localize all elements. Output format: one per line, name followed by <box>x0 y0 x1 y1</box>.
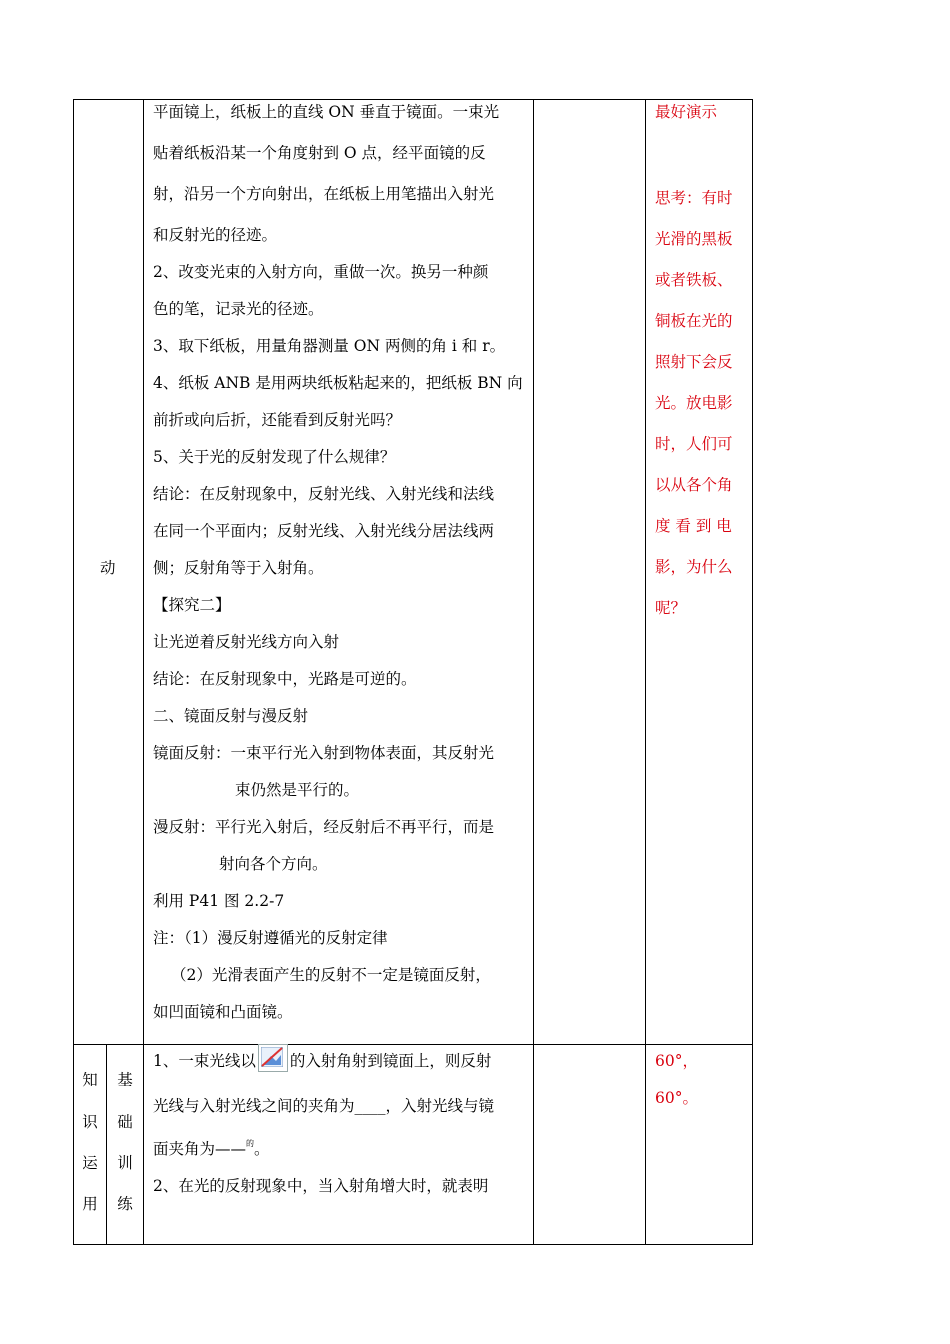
subsection-char: 练 <box>117 1195 133 1213</box>
content-line: 如凹面镜和凸面镜。 <box>153 1003 293 1021</box>
question-1-line-3a: 面夹角为—— <box>153 1140 247 1158</box>
content-line: 二、镜面反射与漫反射 <box>153 707 309 725</box>
note-line: 最好演示 <box>655 103 718 121</box>
question-2-line-1: 2、在光的反射现象中，当入射角增大时，就表明 <box>153 1177 489 1195</box>
content-line: 漫反射：平行光入射后，经反射后不再平行，而是 <box>153 818 495 836</box>
note-line: 光滑的黑板 <box>655 230 733 248</box>
content-line: 【探究二】 <box>153 596 231 614</box>
note-line: 度 看 到 电 <box>655 517 732 535</box>
content-line: 注：（1）漫反射遵循光的反射定律 <box>153 929 388 947</box>
content-line: 5、关于光的反射发现了什么规律？ <box>153 448 396 466</box>
column-divider-subcolumn <box>106 1044 107 1245</box>
column-divider-content <box>533 99 534 1245</box>
question-1-line-1 <box>153 1043 494 1080</box>
note-line: 照射下会反 <box>655 353 733 371</box>
activity-label: 动 <box>100 559 116 577</box>
content-line: 束仍然是平行的。 <box>235 781 360 799</box>
section-char: 用 <box>82 1195 98 1213</box>
table-left-border <box>73 99 74 1245</box>
content-line: 贴着纸板沿某一个角度射到 O 点，经平面镜的反 <box>153 144 486 162</box>
note-line: 或者铁板、 <box>655 271 733 289</box>
subsection-char: 础 <box>117 1113 133 1131</box>
question-1-line-2: 光线与入射光线之间的夹角为____，入射光线与镜 <box>153 1097 495 1115</box>
subsection-char: 基 <box>117 1071 133 1089</box>
content-line: 让光逆着反射光线方向入射 <box>153 633 340 651</box>
note-line: 思考：有时 <box>655 189 733 207</box>
content-line: 前折或向后折，还能看到反射光吗？ <box>153 411 402 429</box>
content-line: 射向各个方向。 <box>219 855 328 873</box>
answer-line: 60°。 <box>655 1089 698 1107</box>
section-char: 知 <box>82 1071 98 1089</box>
column-divider-label <box>143 99 144 1245</box>
content-line: 在同一个平面内；反射光线、入射光线分居法线两 <box>153 522 495 540</box>
section-char: 识 <box>82 1113 98 1131</box>
content-line: 侧；反射角等于入射角。 <box>153 559 324 577</box>
note-line: 铜板在光的 <box>655 312 733 330</box>
answer-line: 60°， <box>655 1052 698 1070</box>
practice-answers <box>655 1043 698 1117</box>
question-1-after: 的入射角射到镜面上，则反射 <box>289 1052 492 1070</box>
section-char: 运 <box>82 1154 98 1172</box>
content-line: 结论：在反射现象中，光路是可逆的。 <box>153 670 417 688</box>
table-right-border <box>752 99 753 1245</box>
content-line: 利用 P41 图 2.2-7 <box>153 892 285 910</box>
question-1-small-char: 的 <box>246 1139 255 1148</box>
content-line: 结论：在反射现象中，反射光线、入射光线和法线 <box>153 485 495 503</box>
content-line: 镜面反射：一束平行光入射到物体表面，其反射光 <box>153 744 495 762</box>
content-line: 4、纸板 ANB 是用两块纸板粘起来的，把纸板 BN 向 <box>153 374 523 392</box>
practice-content <box>153 1043 494 1205</box>
question-1-line-3 <box>153 1125 494 1168</box>
note-line: 呢？ <box>655 599 687 617</box>
question-1-before: 1、一束光线以 <box>153 1052 256 1070</box>
table-bottom-border <box>73 1244 753 1245</box>
content-line: 和反射光的径迹。 <box>153 226 278 244</box>
content-line: 色的笔，记录光的径迹。 <box>153 300 324 318</box>
content-line: 3、取下纸板，用量角器测量 ON 两侧的角 i 和 r。 <box>153 337 506 355</box>
question-1-line-3b: 。 <box>254 1140 270 1158</box>
content-line: （2）光滑表面产生的反射不一定是镜面反射， <box>171 966 491 984</box>
content-line: 射，沿另一个方向射出，在纸板上用笔描出入射光 <box>153 185 495 203</box>
activity-notes <box>655 94 733 627</box>
content-line: 2、改变光束的入射方向，重做一次。换另一种颜 <box>153 263 489 281</box>
note-line: 影，为什么 <box>655 558 733 576</box>
content-line: 平面镜上，纸板上的直线 ON 垂直于镜面。一束光 <box>153 103 500 121</box>
column-divider-notes <box>645 99 646 1245</box>
broken-image-icon <box>258 1044 288 1072</box>
note-line: 光。放电影 <box>655 394 733 412</box>
note-line: 以从各个角 <box>655 476 733 494</box>
note-line: 时，人们可 <box>655 435 733 453</box>
subsection-char: 训 <box>117 1154 133 1172</box>
activity-content <box>153 94 523 1031</box>
